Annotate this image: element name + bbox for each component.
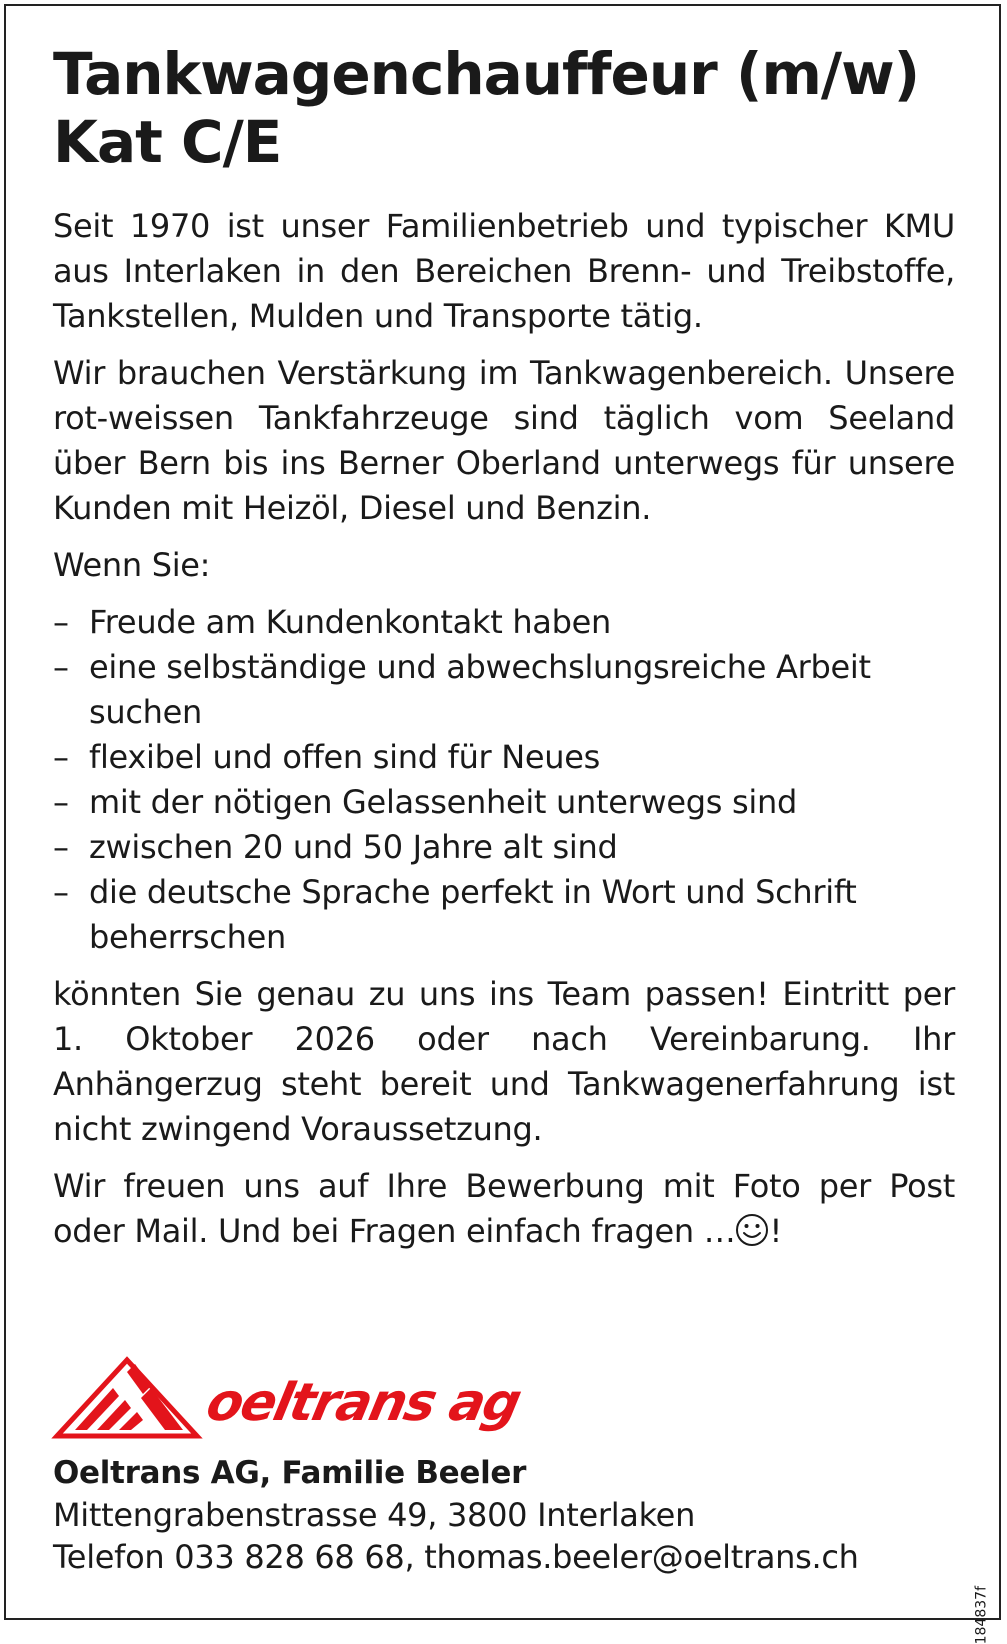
job-title-line-1: Tankwagenchauffeur (m/w) bbox=[53, 40, 920, 108]
company-contact: Telefon 033 828 68 68, thomas.beeler@oeltrans.ch bbox=[53, 1538, 859, 1576]
job-title bbox=[53, 40, 955, 176]
list-item: – die deutsche Sprache perfekt in Wort und Schrift beherrschen bbox=[53, 870, 955, 960]
list-item: – Freude am Kundenkontakt haben bbox=[53, 600, 955, 645]
apply-text: Wir freuen uns auf Ihre Bewerbung mit Foto per Post oder Mail. Und bei Fragen einfach fragen … bbox=[53, 1167, 955, 1250]
list-item: – eine selbständige und abwechslungsreiche Arbeit suchen bbox=[53, 645, 955, 735]
bullet-dash: – bbox=[53, 828, 69, 866]
apply-paragraph bbox=[53, 1164, 955, 1254]
list-item: – flexibel und offen sind für Neues bbox=[53, 735, 955, 780]
smiley-face-icon bbox=[735, 1213, 769, 1247]
list-item: – mit der nötigen Gelassenheit unterwegs sind bbox=[53, 780, 955, 825]
reference-code: 184837f bbox=[973, 1586, 989, 1644]
company-address: Mittengrabenstrasse 49, 3800 Interlaken bbox=[53, 1496, 696, 1534]
job-title-line-2: Kat C/E bbox=[53, 108, 282, 176]
bullet-dash: – bbox=[53, 783, 69, 821]
ad-content bbox=[53, 40, 955, 1266]
bullet-dash: – bbox=[53, 873, 69, 911]
company-info bbox=[53, 1452, 953, 1578]
bullet-dash: – bbox=[53, 738, 69, 776]
closing-paragraph: könnten Sie genau zu uns ins Team passen! Eintritt per 1. Oktober 2026 oder nach Vereinbarung. Ihr Anhängerzug steht bereit und Tankwagenerfahrung ist nicht zwingend Voraussetzung. bbox=[53, 975, 955, 1148]
oeltrans-logo bbox=[53, 1350, 525, 1440]
if-you-label: Wenn Sie: bbox=[53, 546, 211, 584]
intro-paragraph: Seit 1970 ist unser Familienbetrieb und typischer KMU aus Interlaken in den Bereichen Brenn- und Treibstoffe, Tankstellen, Mulden und Transporte tätig. bbox=[53, 207, 955, 335]
logo-wordmark: oeltrans ag bbox=[201, 1372, 525, 1433]
need-paragraph: Wir brauchen Verstärkung im Tankwagenbereich. Unsere rot-weissen Tankfahrzeuge sind täglich vom Seeland über Bern bis ins Berner Oberland unterwegs für unsere Kunden mit Heizöl, Diesel und Benzin. bbox=[53, 354, 955, 527]
bullet-dash: – bbox=[53, 648, 69, 686]
apply-exclamation: ! bbox=[769, 1212, 782, 1250]
mountain-triangles-icon bbox=[57, 1360, 197, 1436]
requirements-list bbox=[53, 600, 955, 960]
list-item: – zwischen 20 und 50 Jahre alt sind bbox=[53, 825, 955, 870]
bullet-dash: – bbox=[53, 603, 69, 641]
company-name: Oeltrans AG, Familie Beeler bbox=[53, 1455, 527, 1491]
